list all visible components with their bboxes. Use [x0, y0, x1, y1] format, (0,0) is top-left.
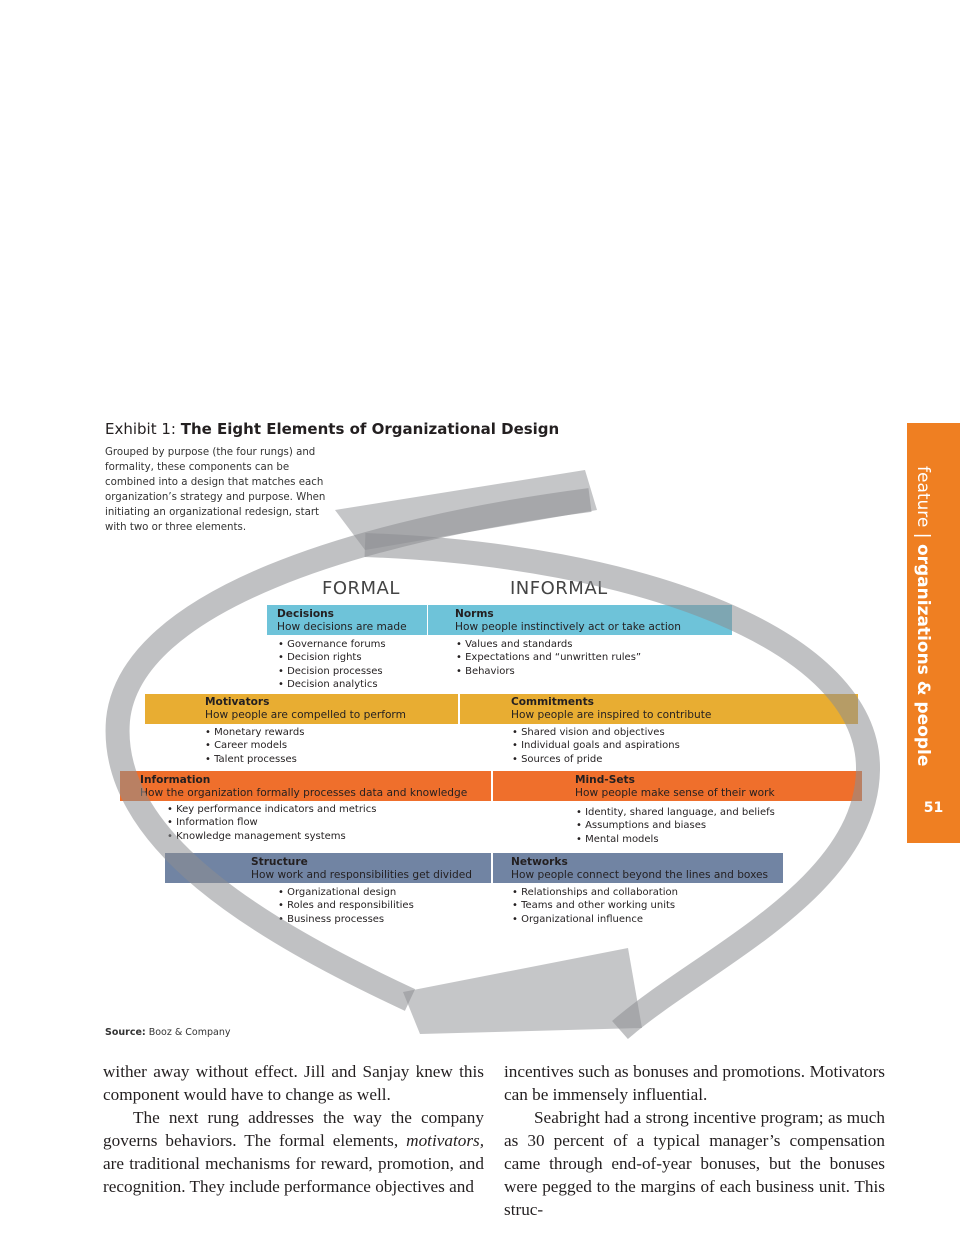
motivators-subtitle: How people are compelled to perform [205, 708, 406, 721]
source-note [105, 1027, 231, 1038]
list-item: • Shared vision and objectives [512, 726, 680, 739]
list-item: • Individual goals and aspirations [512, 739, 680, 752]
networks-title: Networks [511, 856, 568, 868]
source-label: Source: [105, 1027, 146, 1038]
list-item: • Business processes [278, 913, 414, 926]
list-item: • Governance forums [278, 638, 386, 651]
norms-title: Norms [455, 608, 494, 620]
mindsets-title: Mind-Sets [575, 774, 635, 786]
list-item: • Decision processes [278, 665, 386, 678]
section-separator: | [913, 527, 933, 544]
paragraph: incentives such as bonuses and promotions. Motivators can be immensely influential. [504, 1062, 885, 1104]
list-item: • Behaviors [456, 665, 641, 678]
exhibit-label: Exhibit 1: [105, 420, 181, 438]
source-text: Booz & Company [145, 1027, 231, 1038]
paragraph-text: are traditional mechanisms for reward, promotion, and recognition. They include performance objectives and [103, 1154, 484, 1196]
informal-heading: INFORMAL [510, 578, 608, 599]
page-number: 51 [923, 800, 944, 816]
motivators-title: Motivators [205, 696, 270, 708]
list-item: • Knowledge management systems [167, 830, 376, 843]
list-item: • Information flow [167, 816, 376, 829]
information-title: Information [140, 774, 211, 786]
emphasis: motivators, [406, 1131, 484, 1150]
list-item: • Values and standards [456, 638, 641, 651]
ribbon-loop-left [118, 500, 590, 1000]
mindsets-subtitle: How people make sense of their work [575, 786, 775, 799]
list-item: • Career models [205, 739, 304, 752]
list-item: • Assumptions and biases [576, 819, 775, 832]
paragraph [103, 1106, 484, 1198]
networks-subtitle: How people connect beyond the lines and boxes [511, 868, 769, 881]
paragraph-text: The next rung addresses the way the company governs behaviors. The formal elements, [103, 1108, 484, 1150]
paragraph: Seabright had a strong incentive program; as much as 30 percent of a typical manager’s compensation came through end-of-year bonuses, but the bonuses were pegged to the margins of each business unit. This struc- [504, 1108, 885, 1219]
list-item: • Organizational influence [512, 913, 678, 926]
list-item: • Talent processes [205, 753, 304, 766]
list-item: • Mental models [576, 833, 775, 846]
list-item: • Roles and responsibilities [278, 899, 414, 912]
structure-title: Structure [251, 856, 308, 868]
list-item: • Expectations and “unwritten rules” [456, 651, 641, 664]
norms-subtitle: How people instinctively act or take action [455, 620, 681, 633]
section-topic: organizations & people [913, 543, 933, 767]
exhibit-heading: The Eight Elements of Organizational Design [180, 420, 560, 438]
section-name: feature [913, 466, 933, 528]
body-column-right [504, 1060, 885, 1221]
ribbon-loop-right [365, 545, 868, 1030]
list-item: • Decision analytics [278, 678, 386, 691]
list-item: • Sources of pride [512, 753, 680, 766]
list-item: • Monetary rewards [205, 726, 304, 739]
list-item: • Teams and other working units [512, 899, 678, 912]
formal-heading: FORMAL [322, 578, 400, 599]
body-column-left [103, 1060, 484, 1198]
information-subtitle: How the organization formally processes data and knowledge [140, 786, 468, 799]
commitments-title: Commitments [511, 696, 594, 708]
decisions-title: Decisions [277, 608, 334, 620]
list-item: • Decision rights [278, 651, 386, 664]
list-item: • Key performance indicators and metrics [167, 803, 376, 816]
list-item: • Relationships and collaboration [512, 886, 678, 899]
list-item: • Identity, shared language, and beliefs [576, 806, 775, 819]
paragraph: wither away without effect. Jill and Sanjay knew this component would have to change as well. [103, 1062, 484, 1104]
decisions-subtitle: How decisions are made [277, 620, 407, 633]
commitments-subtitle: How people are inspired to contribute [511, 708, 712, 721]
exhibit-description: Grouped by purpose (the four rungs) and formality, these components can be combined into a design that matches each organization’s strategy and purpose. When initiating an organizational redesign, start with two or three elements. [105, 447, 326, 533]
list-item: • Organizational design [278, 886, 414, 899]
structure-subtitle: How work and responsibilities get divided [251, 868, 472, 881]
